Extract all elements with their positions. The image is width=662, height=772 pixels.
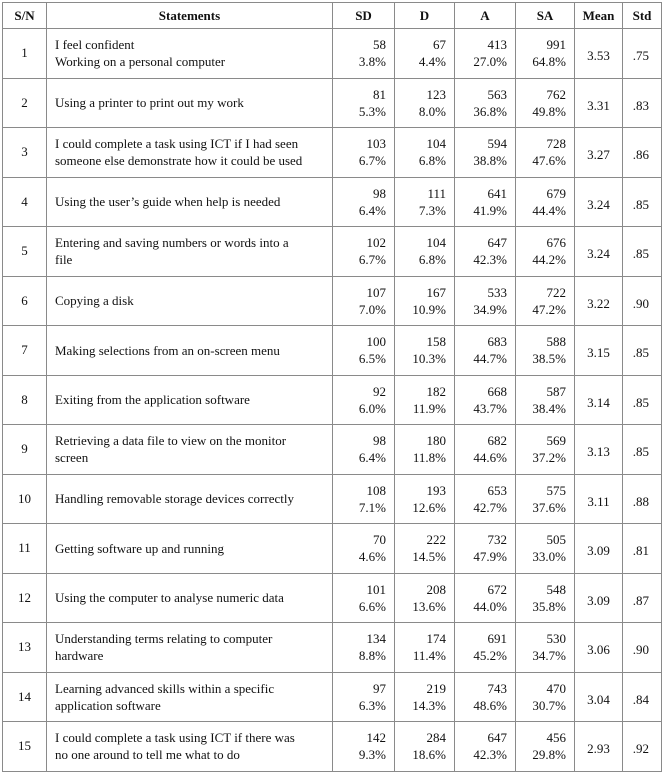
d-count: 104: [426, 235, 446, 251]
a-percent: 45.2%: [473, 648, 507, 664]
sd-percent: 7.0%: [358, 301, 386, 317]
statement-cell: [47, 177, 333, 227]
table-row: [3, 177, 662, 227]
d-cell: [395, 29, 455, 79]
mean-value: 3.24: [575, 177, 623, 227]
a-count: 682: [487, 433, 507, 449]
std-value: .87: [623, 573, 662, 623]
mean-value: 3.06: [575, 623, 623, 673]
header-sn: S/N: [3, 3, 47, 29]
statement-line: Exiting from the application software: [55, 392, 250, 408]
mean-value: 3.27: [575, 128, 623, 178]
a-cell: [455, 78, 516, 128]
sa-count: 530: [546, 631, 566, 647]
d-cell: [395, 276, 455, 326]
mean-value: 3.09: [575, 573, 623, 623]
statement-cell: [47, 78, 333, 128]
row-number: 8: [3, 375, 47, 425]
sd-cell: [333, 524, 395, 574]
table-row: [3, 672, 662, 722]
statement-line: I feel confident: [55, 37, 135, 53]
sa-percent: 37.6%: [532, 499, 566, 515]
row-number: 9: [3, 425, 47, 475]
sa-percent: 44.4%: [532, 202, 566, 218]
sd-percent: 4.6%: [358, 549, 386, 565]
statement-line: Using the computer to analyse numeric data: [55, 590, 284, 606]
statement-cell: [47, 128, 333, 178]
sd-cell: [333, 672, 395, 722]
statement-line: Learning advanced skills within a specific: [55, 680, 275, 696]
header-d: D: [395, 3, 455, 29]
d-percent: 14.5%: [412, 549, 446, 565]
sd-cell: [333, 29, 395, 79]
d-count: 180: [426, 433, 446, 449]
d-cell: [395, 474, 455, 524]
sa-cell: [516, 29, 575, 79]
a-count: 743: [487, 680, 507, 696]
sa-percent: 47.2%: [532, 301, 566, 317]
sa-cell: [516, 276, 575, 326]
sd-cell: [333, 326, 395, 376]
a-cell: [455, 128, 516, 178]
row-number: 10: [3, 474, 47, 524]
sa-count: 762: [546, 86, 566, 102]
mean-value: 3.53: [575, 29, 623, 79]
sd-count: 107: [366, 284, 386, 300]
sd-percent: 6.4%: [358, 202, 386, 218]
d-count: 222: [426, 532, 446, 548]
std-value: .83: [623, 78, 662, 128]
a-count: 647: [487, 235, 507, 251]
sd-count: 142: [366, 730, 386, 746]
statement-cell: [47, 227, 333, 277]
sd-cell: [333, 276, 395, 326]
std-value: .90: [623, 276, 662, 326]
mean-value: 3.13: [575, 425, 623, 475]
row-number: 15: [3, 722, 47, 772]
a-cell: [455, 227, 516, 277]
sa-cell: [516, 375, 575, 425]
header-statements: Statements: [47, 3, 333, 29]
d-percent: 12.6%: [412, 499, 446, 515]
sa-count: 587: [546, 383, 566, 399]
a-count: 641: [487, 185, 507, 201]
statement-line: screen: [55, 450, 89, 466]
d-cell: [395, 425, 455, 475]
d-cell: [395, 573, 455, 623]
row-number: 5: [3, 227, 47, 277]
mean-value: 3.04: [575, 672, 623, 722]
sa-count: 569: [546, 433, 566, 449]
statement-line: Retrieving a data file to view on the monitor: [55, 433, 287, 449]
sd-cell: [333, 474, 395, 524]
statement-cell: [47, 722, 333, 772]
a-percent: 38.8%: [473, 153, 507, 169]
a-count: 732: [487, 532, 507, 548]
std-value: .85: [623, 177, 662, 227]
table-row: [3, 375, 662, 425]
row-number: 13: [3, 623, 47, 673]
a-count: 563: [487, 86, 507, 102]
a-cell: [455, 524, 516, 574]
statement-cell: [47, 29, 333, 79]
sd-count: 58: [373, 37, 386, 53]
a-count: 653: [487, 482, 507, 498]
sd-percent: 3.8%: [358, 54, 386, 70]
statement-line: no one around to tell me what to do: [55, 747, 240, 763]
sd-count: 98: [373, 433, 386, 449]
a-count: 594: [487, 136, 507, 152]
sd-count: 103: [366, 136, 386, 152]
d-cell: [395, 177, 455, 227]
sd-cell: [333, 425, 395, 475]
a-cell: [455, 425, 516, 475]
sd-cell: [333, 573, 395, 623]
sa-count: 456: [546, 730, 566, 746]
std-value: .85: [623, 425, 662, 475]
sa-cell: [516, 326, 575, 376]
sa-percent: 29.8%: [532, 747, 566, 763]
table-row: [3, 326, 662, 376]
d-percent: 13.6%: [412, 598, 446, 614]
statement-line: Using a printer to print out my work: [55, 95, 244, 111]
d-percent: 11.4%: [412, 648, 446, 664]
d-count: 104: [426, 136, 446, 152]
mean-value: 3.14: [575, 375, 623, 425]
sa-cell: [516, 474, 575, 524]
mean-value: 2.93: [575, 722, 623, 772]
row-number: 12: [3, 573, 47, 623]
d-percent: 10.3%: [412, 351, 446, 367]
a-percent: 48.6%: [473, 697, 507, 713]
d-count: 219: [426, 680, 446, 696]
mean-value: 3.22: [575, 276, 623, 326]
statement-line: Working on a personal computer: [55, 54, 226, 70]
sa-cell: [516, 425, 575, 475]
d-percent: 6.8%: [418, 153, 446, 169]
sd-percent: 6.3%: [358, 697, 386, 713]
table-row: [3, 425, 662, 475]
sd-percent: 5.3%: [358, 103, 386, 119]
table-row: [3, 78, 662, 128]
d-percent: 11.8%: [412, 450, 446, 466]
table-row: [3, 623, 662, 673]
d-count: 167: [426, 284, 446, 300]
d-cell: [395, 227, 455, 277]
a-percent: 44.7%: [473, 351, 507, 367]
statement-cell: [47, 573, 333, 623]
statement-line: application software: [55, 697, 161, 713]
mean-value: 3.31: [575, 78, 623, 128]
sd-percent: 6.4%: [358, 450, 386, 466]
sa-cell: [516, 573, 575, 623]
sd-percent: 6.5%: [358, 351, 386, 367]
std-value: .84: [623, 672, 662, 722]
d-count: 208: [426, 581, 446, 597]
sa-cell: [516, 623, 575, 673]
a-cell: [455, 326, 516, 376]
statement-cell: [47, 474, 333, 524]
statement-cell: [47, 425, 333, 475]
std-value: .90: [623, 623, 662, 673]
d-count: 158: [426, 334, 446, 350]
statement-line: file: [55, 252, 73, 268]
sa-count: 728: [546, 136, 566, 152]
header-sa: SA: [516, 3, 575, 29]
std-value: .81: [623, 524, 662, 574]
header-a: A: [455, 3, 516, 29]
header-std: Std: [623, 3, 662, 29]
row-number: 3: [3, 128, 47, 178]
sd-cell: [333, 375, 395, 425]
sd-count: 100: [366, 334, 386, 350]
sa-count: 505: [546, 532, 566, 548]
std-value: .88: [623, 474, 662, 524]
a-cell: [455, 474, 516, 524]
statement-line: I could complete a task using ICT if I had seen: [55, 136, 299, 152]
sd-count: 81: [373, 86, 386, 102]
sd-count: 97: [373, 680, 386, 696]
sa-count: 676: [546, 235, 566, 251]
statement-line: Copying a disk: [55, 293, 134, 309]
d-count: 174: [426, 631, 446, 647]
d-percent: 6.8%: [418, 252, 446, 268]
sa-cell: [516, 78, 575, 128]
mean-value: 3.24: [575, 227, 623, 277]
d-count: 182: [426, 383, 446, 399]
table-body: [3, 29, 662, 772]
std-value: .85: [623, 227, 662, 277]
statement-line: Entering and saving numbers or words into a: [55, 235, 289, 251]
std-value: .86: [623, 128, 662, 178]
sa-count: 548: [546, 581, 566, 597]
header-mean: Mean: [575, 3, 623, 29]
sd-percent: 6.6%: [358, 598, 386, 614]
row-number: 7: [3, 326, 47, 376]
sa-count: 991: [546, 37, 566, 53]
sd-count: 70: [373, 532, 386, 548]
statement-cell: [47, 524, 333, 574]
row-number: 2: [3, 78, 47, 128]
a-cell: [455, 573, 516, 623]
std-value: .85: [623, 375, 662, 425]
a-count: 668: [487, 383, 507, 399]
a-percent: 42.7%: [473, 499, 507, 515]
statement-cell: [47, 276, 333, 326]
statement-line: someone else demonstrate how it could be used: [55, 153, 303, 169]
a-percent: 42.3%: [473, 747, 507, 763]
sd-cell: [333, 623, 395, 673]
sa-percent: 44.2%: [532, 252, 566, 268]
d-cell: [395, 524, 455, 574]
sd-percent: 8.8%: [358, 648, 386, 664]
sa-cell: [516, 524, 575, 574]
a-count: 691: [487, 631, 507, 647]
a-percent: 42.3%: [473, 252, 507, 268]
row-number: 6: [3, 276, 47, 326]
sa-percent: 37.2%: [532, 450, 566, 466]
a-count: 533: [487, 284, 507, 300]
d-percent: 10.9%: [412, 301, 446, 317]
sd-cell: [333, 177, 395, 227]
sa-count: 722: [546, 284, 566, 300]
sa-count: 470: [546, 680, 566, 696]
mean-value: 3.09: [575, 524, 623, 574]
a-percent: 27.0%: [473, 54, 507, 70]
a-percent: 44.0%: [473, 598, 507, 614]
statement-line: Handling removable storage devices correctly: [55, 491, 294, 507]
d-percent: 11.9%: [412, 400, 446, 416]
sa-percent: 34.7%: [532, 648, 566, 664]
mean-value: 3.15: [575, 326, 623, 376]
sd-cell: [333, 227, 395, 277]
sa-cell: [516, 227, 575, 277]
statement-line: Making selections from an on-screen menu: [55, 342, 280, 358]
d-count: 67: [433, 37, 446, 53]
statement-line: Understanding terms relating to computer: [55, 631, 273, 647]
mean-value: 3.11: [575, 474, 623, 524]
sd-percent: 6.7%: [358, 153, 386, 169]
sa-count: 588: [546, 334, 566, 350]
sd-percent: 6.7%: [358, 252, 386, 268]
table-row: [3, 128, 662, 178]
header-row: [3, 3, 662, 29]
sa-percent: 49.8%: [532, 103, 566, 119]
a-cell: [455, 29, 516, 79]
table-row: [3, 474, 662, 524]
sa-cell: [516, 672, 575, 722]
sa-cell: [516, 722, 575, 772]
statement-cell: [47, 375, 333, 425]
d-count: 284: [426, 730, 446, 746]
table-row: [3, 524, 662, 574]
d-cell: [395, 672, 455, 722]
table-row: [3, 227, 662, 277]
sa-cell: [516, 128, 575, 178]
sd-count: 134: [366, 631, 386, 647]
sd-cell: [333, 128, 395, 178]
a-percent: 43.7%: [473, 400, 507, 416]
d-count: 193: [426, 482, 446, 498]
d-percent: 14.3%: [412, 697, 446, 713]
sd-percent: 9.3%: [358, 747, 386, 763]
a-cell: [455, 623, 516, 673]
std-value: .85: [623, 326, 662, 376]
sd-percent: 7.1%: [358, 499, 386, 515]
d-cell: [395, 722, 455, 772]
d-cell: [395, 623, 455, 673]
table-row: [3, 722, 662, 772]
a-cell: [455, 177, 516, 227]
statement-line: Using the user’s guide when help is needed: [55, 194, 281, 210]
d-percent: 8.0%: [418, 103, 446, 119]
a-percent: 47.9%: [473, 549, 507, 565]
statement-line: Getting software up and running: [55, 540, 224, 556]
sa-percent: 30.7%: [532, 697, 566, 713]
a-cell: [455, 375, 516, 425]
d-cell: [395, 128, 455, 178]
a-count: 683: [487, 334, 507, 350]
d-percent: 4.4%: [418, 54, 446, 70]
ict-self-efficacy-table: [2, 2, 662, 772]
d-percent: 7.3%: [418, 202, 446, 218]
d-cell: [395, 78, 455, 128]
a-count: 647: [487, 730, 507, 746]
sd-cell: [333, 78, 395, 128]
statement-line: I could complete a task using ICT if there was: [55, 730, 295, 746]
sd-percent: 6.0%: [358, 400, 386, 416]
row-number: 1: [3, 29, 47, 79]
sd-count: 108: [366, 482, 386, 498]
a-percent: 44.6%: [473, 450, 507, 466]
sa-percent: 47.6%: [532, 153, 566, 169]
sa-percent: 35.8%: [532, 598, 566, 614]
statement-line: hardware: [55, 648, 104, 664]
sa-cell: [516, 177, 575, 227]
a-count: 413: [487, 37, 507, 53]
a-cell: [455, 722, 516, 772]
d-cell: [395, 375, 455, 425]
row-number: 11: [3, 524, 47, 574]
a-percent: 34.9%: [473, 301, 507, 317]
row-number: 4: [3, 177, 47, 227]
statement-cell: [47, 326, 333, 376]
sd-count: 92: [373, 383, 386, 399]
table-row: [3, 29, 662, 79]
sd-count: 98: [373, 185, 386, 201]
row-number: 14: [3, 672, 47, 722]
sa-percent: 33.0%: [532, 549, 566, 565]
header-sd: SD: [333, 3, 395, 29]
d-count: 123: [426, 86, 446, 102]
a-cell: [455, 672, 516, 722]
statement-cell: [47, 672, 333, 722]
sd-cell: [333, 722, 395, 772]
a-percent: 36.8%: [473, 103, 507, 119]
sd-count: 101: [366, 581, 386, 597]
d-count: 111: [427, 185, 446, 201]
a-count: 672: [487, 581, 507, 597]
a-percent: 41.9%: [473, 202, 507, 218]
std-value: .75: [623, 29, 662, 79]
sa-percent: 38.4%: [532, 400, 566, 416]
d-percent: 18.6%: [412, 747, 446, 763]
sa-count: 679: [546, 185, 566, 201]
sa-count: 575: [546, 482, 566, 498]
table-row: [3, 573, 662, 623]
sd-count: 102: [366, 235, 386, 251]
sa-percent: 38.5%: [532, 351, 566, 367]
a-cell: [455, 276, 516, 326]
std-value: .92: [623, 722, 662, 772]
sa-percent: 64.8%: [532, 54, 566, 70]
table-row: [3, 276, 662, 326]
statement-cell: [47, 623, 333, 673]
d-cell: [395, 326, 455, 376]
